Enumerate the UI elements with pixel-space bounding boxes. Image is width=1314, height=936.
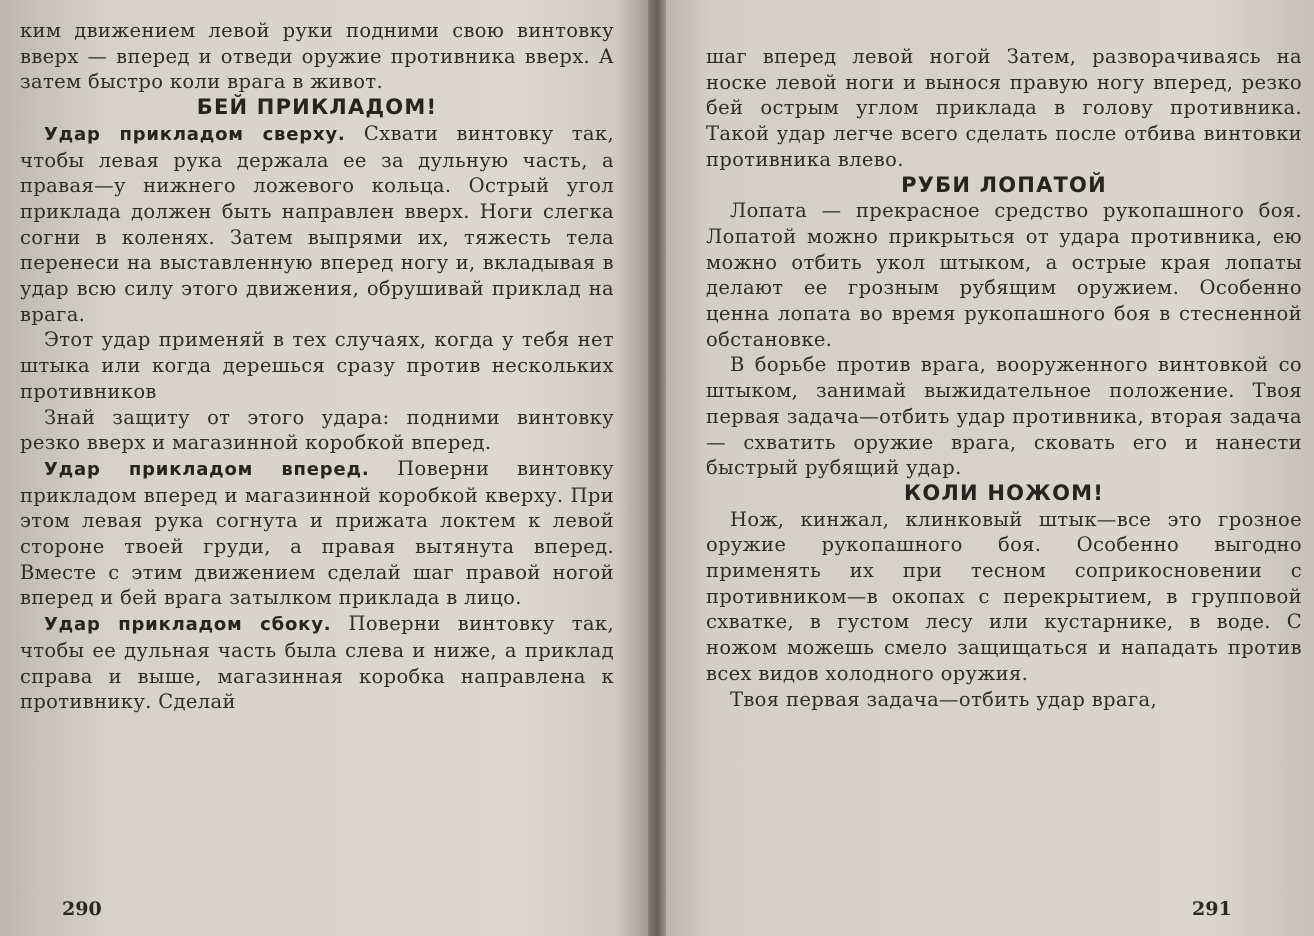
text-udar-sboku: Поверни винтовку так, чтобы ее дульная часть была слева и ниже, а приклад справа и выше, магазинная коробка направлена к противнику. Сделай [20,612,614,714]
paragraph-primenyai: Этот удар применяй в тех случаях, когда у тебя нет штыка или когда дерешься сразу против нескольких противников [20,328,614,403]
paragraph-udar-vpered [20,456,614,611]
page-number-left: 290 [62,898,102,920]
runin-udar-sverhu: Удар прикладом сверху. [44,123,346,145]
text-udar-sverhu: Схвати винтовку так, чтобы левая рука держала ее за дульную часть, а правая—у нижнего ложевого кольца. Острый угол приклада должен быть направлен вверх. Ноги слегка согни в коленях. Затем выпрями их, тяжесть тела перенеси на выставленную вперед ногу и, вкладывая в удар всю силу этого движения, обрушивай приклад на врага. [20,121,614,326]
paragraph-borba: В борьбе против врага, вооруженного винтовкой со штыком, занимай выжидательное положение. Твоя первая задача—отбить удар противника, вторая задача — схватить оружие врага, сковать его и нанести быстрый рубящий удар. [706,353,1302,480]
right-page [664,0,1314,936]
left-continuation-paragraph: ким движением левой руки подними свою винтовку вверх — вперед и отведи оружие противника вверх. А затем быстро коли врага в живот. [20,19,614,94]
heading-rubi-lopatoi: РУБИ ЛОПАТОЙ [901,172,1107,197]
page-number-right: 291 [1192,898,1232,920]
paragraph-udar-sverhu [20,121,614,328]
heading-bei-prikladom: БЕЙ ПРИКЛАДОМ! [196,95,438,120]
paragraph-zashchita: Знай защиту от этого удара: подними винтовку резко вверх и магазинной коробкой вперед. [20,405,614,455]
paragraph-pervaya-zadacha: Твоя первая задача—отбить удар врага, [730,687,1157,711]
runin-udar-sboku: Удар прикладом сбоку. [44,614,332,636]
heading-koli-nozhom: КОЛИ НОЖОМ! [903,480,1104,505]
left-text-column [20,18,614,715]
runin-udar-vpered: Удар прикладом вперед. [44,458,370,480]
paragraph-lopata: Лопата — прекрасное средство рукопашного боя. Лопатой можно прикрыться от удара противника, ею можно отбить укол штыком, а острые края лопаты делают ее грозным рубящим оружием. Особенно ценна лопата во время рукопашного боя в стесненной обстановке. [706,199,1302,351]
text-udar-vpered: Поверни винтовку прикладом вперед и магазинной коробкой кверху. При этом левая рука согнута и прижата локтем к левой стороне твоей груди, а правая вытянута вперед. Вместе с этим движением сделай шаг правой ногой вперед и бей врага затылком приклада в лицо. [20,456,614,610]
left-page [0,0,650,936]
right-text-column [706,44,1302,712]
paragraph-nozh: Нож, кинжал, клинковый штык—все это грозное оружие рукопашного боя. Особенно выгодно применять их при тесном соприкосновении с противником—в окопах с перекрытием, в групповой схватке, в густом лесу или кустарнике, в воде. С ножом можешь смело защищаться и нападать против всех видов холодного оружия. [706,507,1302,685]
paragraph-udar-sboku [20,611,614,715]
right-continuation-paragraph: шаг вперед левой ногой Затем, разворачиваясь на носке левой ноги и вынося правую ногу вперед, резко бей острым углом приклада в голову противника. Такой удар легче всего сделать после отбива винтовки противника влево. [706,45,1302,171]
